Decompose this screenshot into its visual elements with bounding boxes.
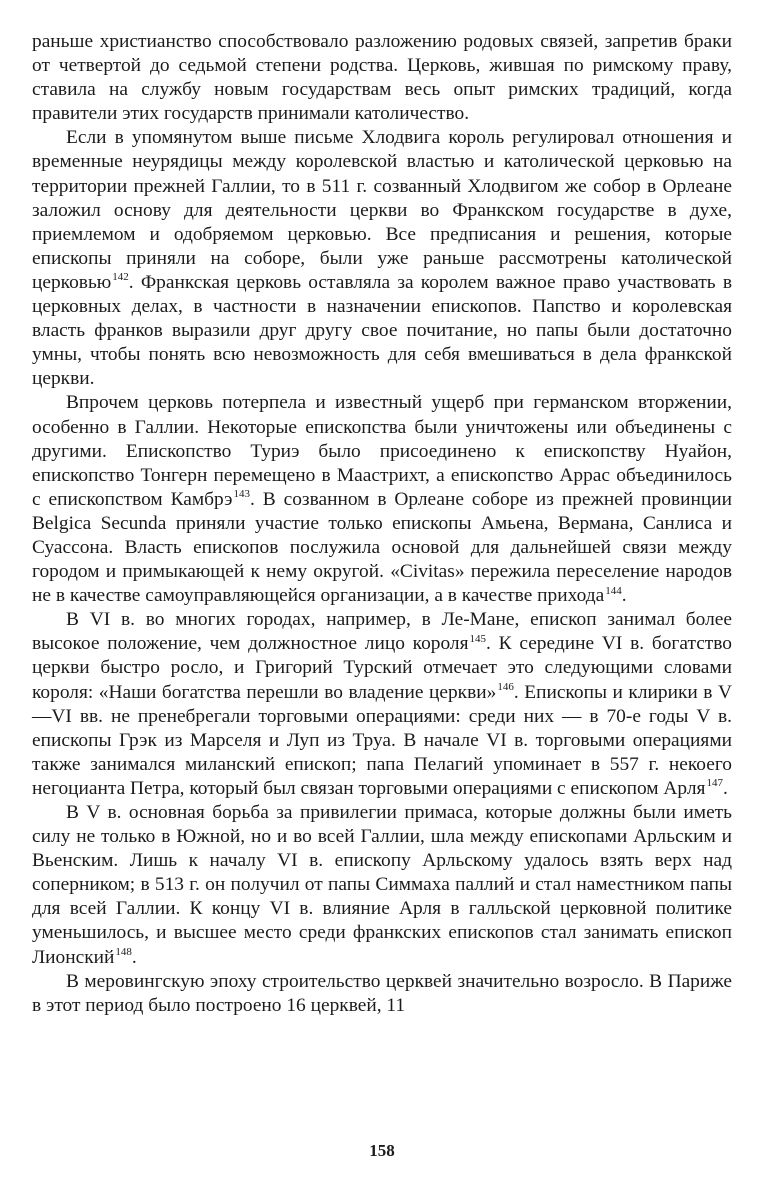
paragraph-text: . К середине VI в. богатство церкви быстро росло, и Григорий Турский отмечает это следующими словами короля: «Наши богатства перешли во владение церкви» [32, 633, 732, 703]
page-body [32, 30, 732, 1018]
paragraph [32, 126, 732, 391]
paragraph-text: В V в. основная борьба за привилегии примаса, которые должны были иметь силу не только в Южной, но и во всей Галлии, шла между епископами Арльским и Вьенским. Лишь к началу VI в. епископу Арльскому удалось взять верх над соперником; в 513 г. он получил от папы Симмаха паллий и стал наместником папы для всей Галлии. К концу VI в. влияние Арля в галльской церковной политике уменьшилось, и высшее место среди франкских епископов стал занимать епископ Лионский [32, 802, 732, 968]
paragraph-text: Если в упомянутом выше письме Хлодвига король регулировал отношения и временные неурядицы между королевской властью и католической церковью на территории прежней Галлии, то в 511 г. созванный Хлодвигом же собор в Орлеане заложил основу для деятельности церкви во Франкском государстве в духе, приемлемом и одобряемом церковью. Все предписания и решения, которые епископы приняли на соборе, были уже раньше рассмотрены католической церковью [32, 127, 732, 293]
footnote-ref: 148 [115, 946, 132, 959]
footnote-ref: 146 [497, 681, 514, 694]
paragraph-text: . Епископы и клирики в V—VI вв. не пренебрегали торговыми операциями: среди них — в 70-е годы V в. епископы Грэк из Марселя и Луп из Труа. В начале VI в. торговыми операциями также занимался миланский епископ; папа Пелагий упоминает в 557 г. некоего негоцианта Петра, который был связан торговыми операциями с епископом Арля [32, 681, 732, 799]
paragraph-text: . [131, 946, 137, 968]
paragraph-text: В меровингскую эпоху строительство церквей значительно возросло. В Париже в этот период было построено 16 церквей, 11 [32, 970, 732, 1016]
footnote-ref: 142 [112, 271, 129, 284]
paragraph-text: . Франкская церковь оставляла за королем важное право участвовать в церковных делах, в частности в назначении епископов. Папство и королевская власть франков выразили друг другу свое почитание, но папы были достаточно умны, чтобы понять всю невозможность для себя вмешиваться в дела франкской церкви. [32, 271, 732, 390]
paragraph [32, 391, 732, 608]
paragraph [32, 30, 732, 126]
paragraph-text: раньше христианство способствовало разложению родовых связей, запретив браки от четвертой до седьмой степени родства. Церковь, жившая по римскому праву, ставила на службу новым государствам весь опыт римских традиций, когда правители этих государств принимали католичество. [32, 31, 732, 125]
paragraph-text: Впрочем церковь потерпела и известный ущерб при германском вторжении, особенно в Галлии. Некоторые епископства были уничтожены или объединены с другими. Епископство Туриэ было присоединено к епископству Нуайон, епископство Тонгерн перемещено в Маастрихт, а епископство Аррас объединилось с епископством Камбрэ [32, 392, 732, 510]
page-number: 158 [369, 1141, 395, 1160]
paragraph [32, 801, 732, 970]
footnote-ref: 144 [605, 584, 622, 597]
paragraph-text: . [621, 585, 627, 607]
footnote-ref: 143 [233, 488, 251, 501]
paragraph-text: В VI в. во многих городах, например, в Ле-Мане, епископ занимал более высокое положение, чем должностное лицо короля [32, 609, 732, 655]
paragraph [32, 608, 732, 801]
paragraph-text: . В созванном в Орлеане соборе из прежней провинции Belgica Secunda приняли участие только епископы Амьена, Вермана, Санлиса и Суассона. Власть епископов послужила основой для дальнейшей связи между городом и примыкающей к нему округой. «Civitas» пережила переселение народов не в качестве самоуправляющейся организации, а в качестве прихода [32, 488, 732, 607]
footnote-ref: 147 [706, 777, 723, 790]
paragraph-text: . [722, 777, 728, 799]
footnote-ref: 145 [469, 632, 487, 645]
paragraph [32, 970, 732, 1018]
